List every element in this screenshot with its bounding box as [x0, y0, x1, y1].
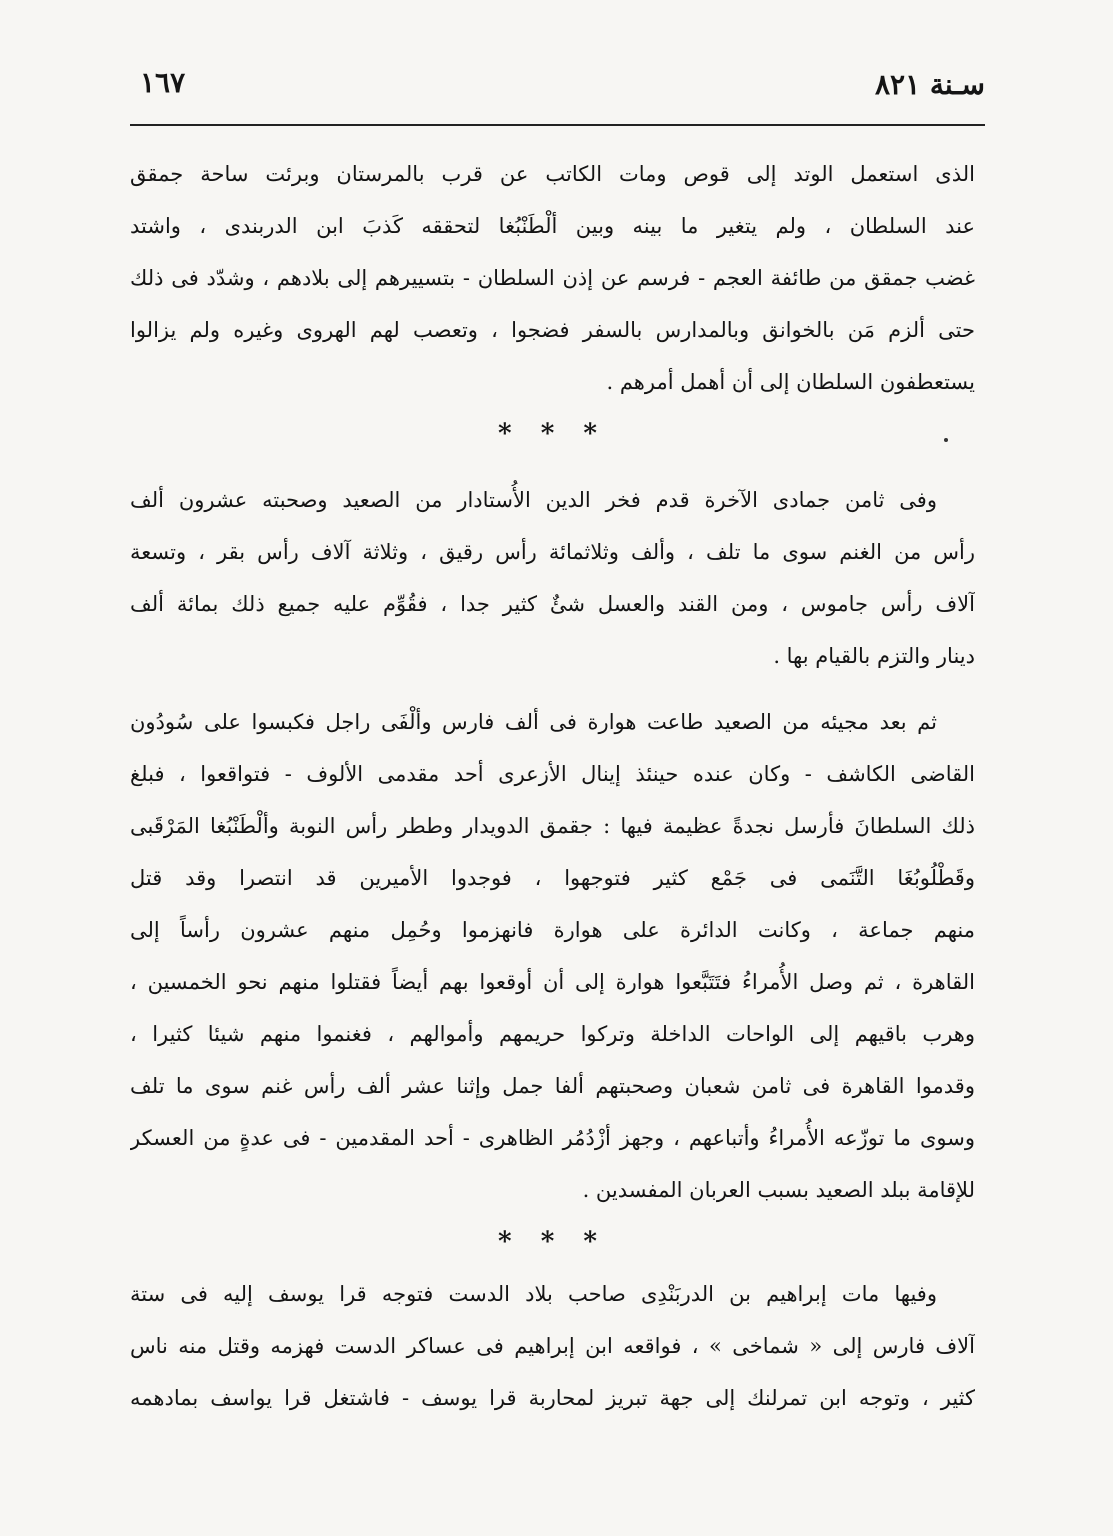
text-line: القاضى الكاشف - وكان عنده حينئذ إينال الأزعرى أحد مقدمى الألوف - فتواقعوا ، فبلغ — [130, 762, 975, 786]
section-separator: * * * — [498, 1227, 607, 1257]
text-line: الذى استعمل الوتد إلى قوص ومات الكاتب عن قرب بالمرستان وبرئت ساحة جمقق — [130, 162, 975, 186]
running-title: سـنة ٨٢١ — [875, 68, 985, 101]
text-line: منهم جماعة ، وكانت الدائرة على هوارة فانهزموا وحُمِل منهم عشرون رأساً إلى — [130, 918, 975, 942]
paragraph-4 — [130, 1268, 975, 1424]
text-line: حتى ألزم مَن بالخوانق وبالمدارس بالسفر فضجوا ، وتعصب لهم الهروى وغيره ولم يزالوا — [130, 318, 975, 342]
paragraph-3 — [130, 696, 975, 1216]
text-line: دينار والتزم بالقيام بها . — [773, 644, 975, 668]
paragraph-1 — [130, 148, 975, 408]
page-header — [130, 58, 985, 118]
text-line: القاهرة ، ثم وصل الأُمراءُ فتَتَبَّعوا هوارة إلى أن أوقعوا بهم أيضاً فقتلوا منهم نحو الخمسين ، — [130, 970, 975, 994]
text-line: للإقامة ببلد الصعيد بسبب العربان المفسدين . — [582, 1178, 975, 1202]
text-line: رأس من الغنم سوى ما تلف ، وألف وثلاثمائة رأس رقيق ، وثلاثة آلاف رأس بقر ، وتسعة — [130, 540, 975, 564]
paragraph-2 — [130, 474, 975, 682]
text-line: غضب جمقق من طائفة العجم - فرسم عن إذن السلطان - بتسييرهم إلى بلادهم ، وشدّد فى ذلك — [130, 266, 975, 290]
page-number: ١٦٧ — [140, 66, 186, 99]
text-line: وقَطْلُوبُغَا التَّنَمى فى جَمْع كثير فتوجهوا ، فوجدوا الأميرين قد انتصرا وقد قتل — [130, 866, 975, 890]
section-separator: * * * — [498, 419, 607, 449]
text-line: وفيها مات إبراهيم بن الدربَنْدِى صاحب بلاد الدست فتوجه قرا يوسف إليه فى ستة — [130, 1282, 937, 1306]
text-line: كثير ، وتوجه ابن تمرلنك إلى جهة تبريز لمحاربة قرا يوسف - فاشتغل قرا يواسف بمادهمه — [130, 1386, 975, 1410]
text-line: ثم بعد مجيئه من الصعيد طاعت هوارة فى ألف فارس وألْفَى راجل فكبسوا على سُودُون — [130, 710, 937, 734]
text-line: يستعطفون السلطان إلى أن أهمل أمرهم . — [606, 370, 975, 394]
text-line: آلاف رأس جاموس ، ومن القند والعسل شئٌ كثير جدا ، فقُوِّم عليه جميع ذلك بمائة ألف — [130, 592, 975, 616]
text-line: آلاف فارس إلى « شماخى » ، فواقعه ابن إبراهيم فى عساكر الدست فهزمه وقتل منه ناس — [130, 1334, 975, 1358]
header-rule — [130, 124, 985, 126]
text-line: ذلك السلطانَ فأرسل نجدةً عظيمة فيها : جقمق الدويدار وططر رأس النوبة وألْطَنْبُغا المَرْقَبى — [130, 814, 975, 838]
text-line: وفى ثامن جمادى الآخرة قدم فخر الدين الأُستادار من الصعيد وصحبته عشرون ألف — [130, 488, 937, 512]
text-line: وقدموا القاهرة فى ثامن شعبان وصحبتهم ألفا جمل وإثنا عشر ألف رأس غنم سوى ما تلف — [130, 1074, 975, 1098]
text-line: عند السلطان ، ولم يتغير ما بينه وبين ألْطَنْبُغا لتحققه كَذبَ ابن الدربندى ، واشتد — [130, 214, 975, 238]
text-line: وسوى ما توزّعه الأُمراءُ وأتباعهم ، وجهز أزْدُمُر الظاهرى - أحد المقدمين - فى عدةٍ من العسكر — [130, 1126, 975, 1150]
page-body — [130, 148, 975, 1424]
text-line: وهرب باقيهم إلى الواحات الداخلة وتركوا حريمهم وأموالهم ، فغنموا منهم شيئا كثيرا ، — [130, 1022, 975, 1046]
